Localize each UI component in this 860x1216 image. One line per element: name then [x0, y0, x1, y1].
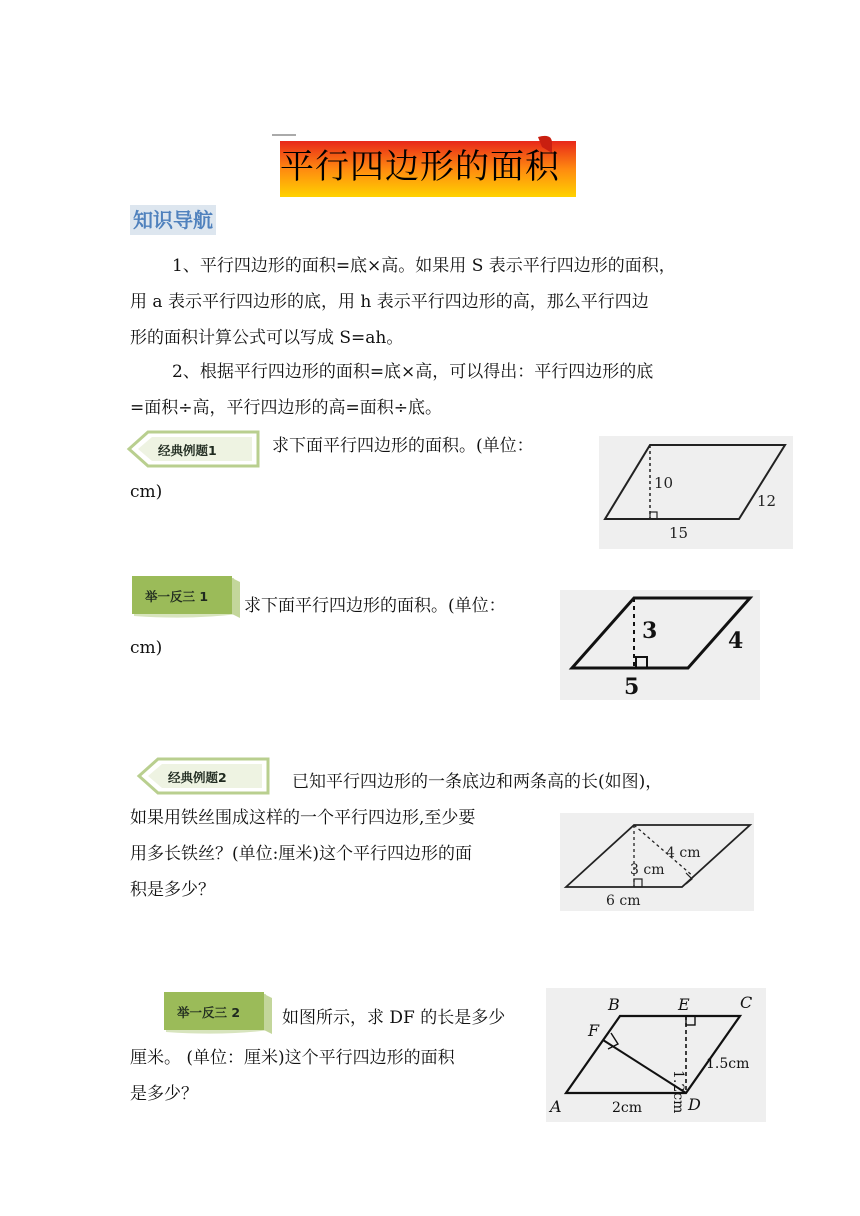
- vertex-label: C: [740, 993, 753, 1012]
- practice-tag: [130, 574, 242, 620]
- vertex-label: A: [550, 1097, 562, 1116]
- knowledge-line: 形的面积计算公式可以写成 S=ah。: [130, 328, 404, 348]
- practice-text: 求下面平行四边形的面积。(单位：: [244, 596, 506, 616]
- example-text: 如果用铁丝围成这样的一个平行四边形,至少要: [130, 808, 476, 828]
- knowledge-line: 2、根据平行四边形的面积=底×高，可以得出：平行四边形的底: [172, 362, 654, 382]
- practice-text: cm): [130, 638, 163, 658]
- base-label: 6 cm: [606, 893, 641, 909]
- practice-text: 如图所示，求 DF 的长是多少: [282, 1008, 506, 1028]
- vertex-label: D: [688, 1095, 701, 1114]
- height-label: 3: [642, 618, 658, 644]
- example-text: cm): [130, 482, 163, 502]
- knowledge-line: 1、平行四边形的面积=底×高。如果用 S 表示平行四边形的面积，: [172, 256, 676, 276]
- parallelogram-figure: [560, 813, 754, 911]
- knowledge-line: 用 a 表示平行四边形的底，用 h 表示平行四边形的高，那么平行四边: [130, 292, 649, 312]
- vertex-label: F: [588, 1021, 600, 1040]
- vertex-label: E: [678, 995, 690, 1014]
- example-tag: [126, 430, 262, 468]
- practice-text: 是多少？: [130, 1084, 198, 1104]
- segment-label: 1.2cm: [670, 1070, 686, 1114]
- base-label: 15: [669, 524, 689, 542]
- section-heading: 知识导航: [130, 205, 216, 235]
- base-label: 5: [624, 674, 640, 700]
- practice-tag-label: 举一反三 2: [177, 1005, 241, 1020]
- height-label: 3 cm: [630, 862, 665, 878]
- example-text: 已知平行四边形的一条底边和两条高的长(如图)，: [292, 772, 663, 792]
- practice-text: 厘米。 (单位：厘米)这个平行四边形的面积: [130, 1048, 455, 1068]
- side-label: 12: [757, 492, 777, 510]
- page-title: 平行四边形的面积: [280, 147, 560, 187]
- height-label: 4 cm: [666, 845, 701, 861]
- practice-tag: [162, 990, 274, 1036]
- vertex-label: B: [608, 995, 620, 1014]
- height-label: 10: [654, 474, 674, 492]
- knowledge-line: =面积÷高，平行四边形的高=面积÷底。: [130, 398, 442, 418]
- segment-label: 1.5cm: [706, 1056, 750, 1072]
- example-tag-label: 经典例题1: [158, 443, 217, 458]
- parallelogram-figure: [599, 436, 793, 549]
- parallelogram-figure: [546, 988, 766, 1122]
- example-text: 用多长铁丝？(单位:厘米)这个平行四边形的面: [130, 844, 472, 864]
- example-text: 求下面平行四边形的面积。(单位：: [272, 436, 534, 456]
- example-tag-label: 经典例题2: [168, 770, 227, 785]
- practice-tag-label: 举一反三 1: [145, 589, 209, 604]
- parallelogram-figure: [560, 590, 760, 700]
- example-tag: [136, 757, 272, 795]
- side-label: 4: [728, 628, 744, 654]
- segment-label: 2cm: [612, 1100, 643, 1116]
- example-text: 积是多少？: [130, 880, 215, 900]
